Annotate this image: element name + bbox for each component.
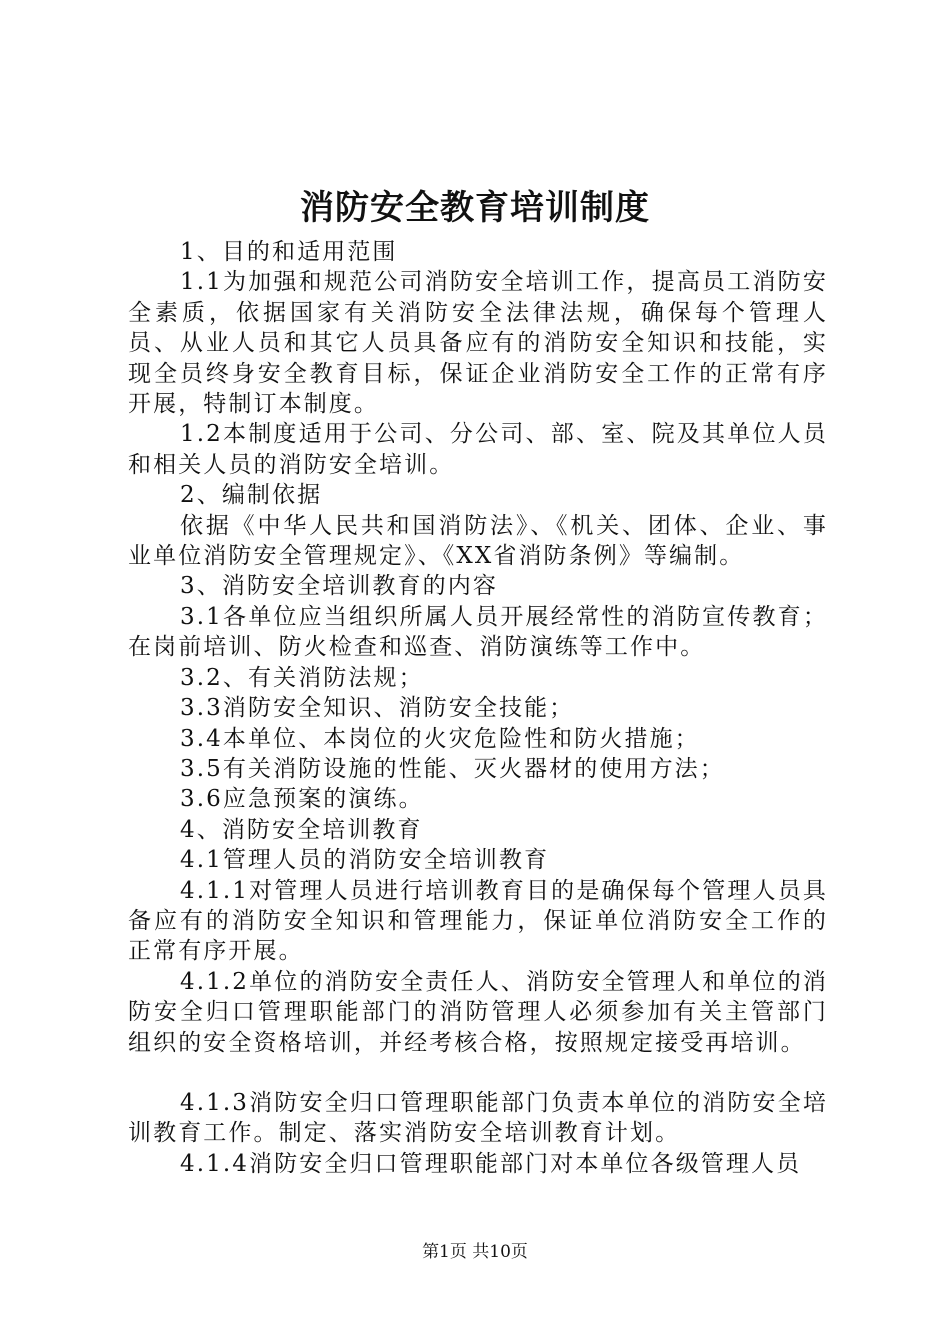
document-title: 消防安全教育培训制度 xyxy=(300,188,650,228)
section-heading: 3、消防安全培训教育的内容 xyxy=(180,573,498,600)
paragraph: 4.1.2单位的消防安全责任人、消防安全管理人和单位的消防安全归口管理职能部门的消防管理人必须参加有关主管部门组织的安全资格培训，并经考核合格，按照规定接受再培训。 xyxy=(128,968,828,1056)
document-body xyxy=(128,237,828,1179)
list-item: 3.5有关消防设施的性能、灭火器材的使用方法； xyxy=(180,755,725,782)
paragraph: 3.1各单位应当组织所属人员开展经常性的消防宣传教育；在岗前培训、防火检查和巡查、消防演练等工作中。 xyxy=(128,603,828,661)
paragraph: 4.1.4消防安全归口管理职能部门对本单位各级管理人员 xyxy=(180,1150,802,1177)
paragraph: 4.1.1对管理人员进行培训教育目的是确保每个管理人员具备应有的消防安全知识和管理能力，保证单位消防安全工作的正常有序开展。 xyxy=(128,877,828,965)
paragraph: 1.1为加强和规范公司消防安全培训工作，提高员工消防安全素质，依据国家有关消防安全法律法规，确保每个管理人员、从业人员和其它人员具备应有的消防安全知识和技能，实现全员终身安全教育目标，保证企业消防安全工作的正常有序开展，特制订本制度。 xyxy=(128,269,828,418)
list-item: 3.2、有关消防法规； xyxy=(180,664,424,691)
list-item: 3.4本单位、本岗位的火灾危险性和防火措施； xyxy=(180,725,700,752)
page-number: 第1页 共10页 xyxy=(422,1242,528,1262)
list-item: 3.6应急预案的演练。 xyxy=(180,786,424,813)
paragraph: 1.2本制度适用于公司、分公司、部、室、院及其单位人员和相关人员的消防安全培训。 xyxy=(128,421,828,478)
list-item: 3.3消防安全知识、消防安全技能； xyxy=(180,695,575,722)
section-heading: 1、目的和适用范围 xyxy=(180,239,398,265)
section-heading: 2、编制依据 xyxy=(180,482,323,509)
paragraph: 依据《中华人民共和国消防法》、《机关、团体、企业、事业单位消防安全管理规定》、《XX省消防条例》等编制。 xyxy=(128,512,828,570)
subsection-heading: 4.1管理人员的消防安全培训教育 xyxy=(180,847,550,874)
paragraph: 4.1.3消防安全归口管理职能部门负责本单位的消防安全培训教育工作。制定、落实消防安全培训教育计划。 xyxy=(128,1089,828,1147)
section-heading: 4、消防安全培训教育 xyxy=(180,816,423,843)
